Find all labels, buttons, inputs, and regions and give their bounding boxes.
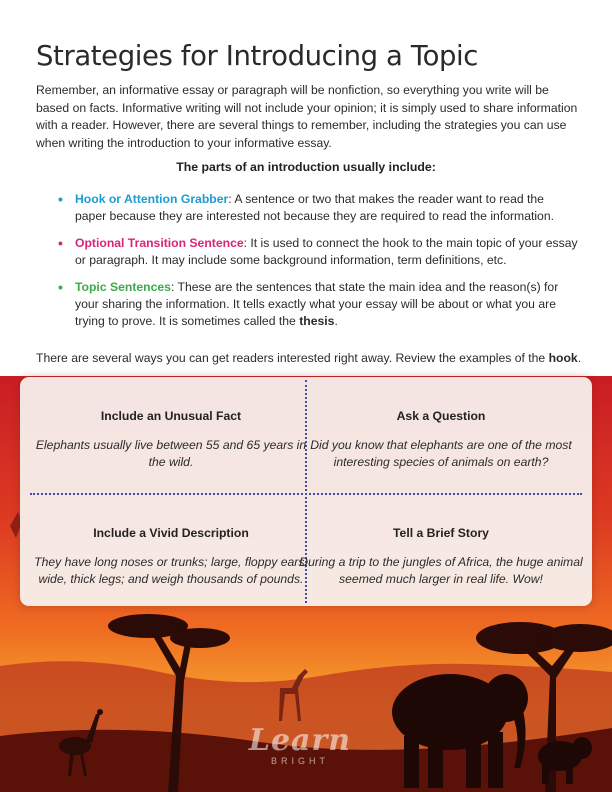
parts-heading: The parts of an introduction usually include: xyxy=(176,160,436,174)
thesis-term: thesis xyxy=(299,314,335,328)
hook-example: Elephants usually live between 55 and 65 years in the wild. xyxy=(35,438,307,469)
hook-line-text: There are several ways you can get readers interested right away. Review the examples of the xyxy=(36,351,549,365)
hook-heading: Ask a Question xyxy=(396,409,486,423)
hook-example: During a trip to the jungles of Africa, the huge animal seemed much larger in real life. Wow! xyxy=(299,555,583,586)
list-item-topic xyxy=(58,279,578,330)
hook-intro-line xyxy=(36,351,596,365)
hook-heading: Tell a Brief Story xyxy=(393,526,489,540)
hook-example: They have long noses or trunks; large, floppy ears; wide, thick legs; and weigh thousands of pounds. xyxy=(34,555,308,586)
term-topic: Topic Sentences xyxy=(75,280,171,294)
hook-examples-card xyxy=(20,377,592,606)
logo-subtitle: BRIGHT xyxy=(270,756,329,766)
term-transition: Optional Transition Sentence xyxy=(75,236,244,250)
desc-transition: : It is used to connect the hook to the main topic of your essay or paragraph. It may include some background information, term definitions, etc. xyxy=(75,236,578,267)
term-hook: Hook or Attention Grabber xyxy=(75,192,229,206)
hook-unusual-fact xyxy=(28,409,314,470)
hook-heading: Include a Vivid Description xyxy=(93,526,249,540)
hook-example: Did you know that elephants are one of the most interesting species of animals on earth? xyxy=(310,438,572,469)
desc-topic: : These are the sentences that state the main idea and the reason(s) for your sharing the information. It tells exactly what your essay will be about or what you are trying to prove. It is sometimes called the xyxy=(75,280,559,328)
learn-bright-logo xyxy=(240,724,360,784)
desc-topic-end: . xyxy=(334,314,338,328)
list-item-hook xyxy=(58,191,578,225)
page-title: Strategies for Introducing a Topic xyxy=(36,40,479,72)
hook-vivid-description xyxy=(28,526,314,587)
hook-question xyxy=(298,409,584,470)
parts-list xyxy=(58,191,578,340)
bullet-icon: • xyxy=(58,279,63,295)
list-item-transition xyxy=(58,235,578,269)
bullet-icon: • xyxy=(58,191,63,207)
hook-heading: Include an Unusual Fact xyxy=(100,409,242,423)
hook-brief-story xyxy=(298,526,584,587)
hook-line-end: . xyxy=(577,351,582,365)
logo-word: Learn xyxy=(248,723,352,758)
hook-term: hook xyxy=(548,351,578,365)
bullet-icon: • xyxy=(58,235,63,251)
desc-hook: : A sentence or two that makes the reader want to read the paper because they are interested not because they are required to read the information. xyxy=(75,192,555,223)
horizontal-divider xyxy=(30,493,582,495)
intro-paragraph: Remember, an informative essay or paragraph will be nonfiction, so everything you write will be based on facts. Informative writing will not include your opinion; it is simply used to share information with a reader. However, there are several things to remember, including the strategies you can use when writing the introduction to your informative essay. xyxy=(36,83,578,150)
